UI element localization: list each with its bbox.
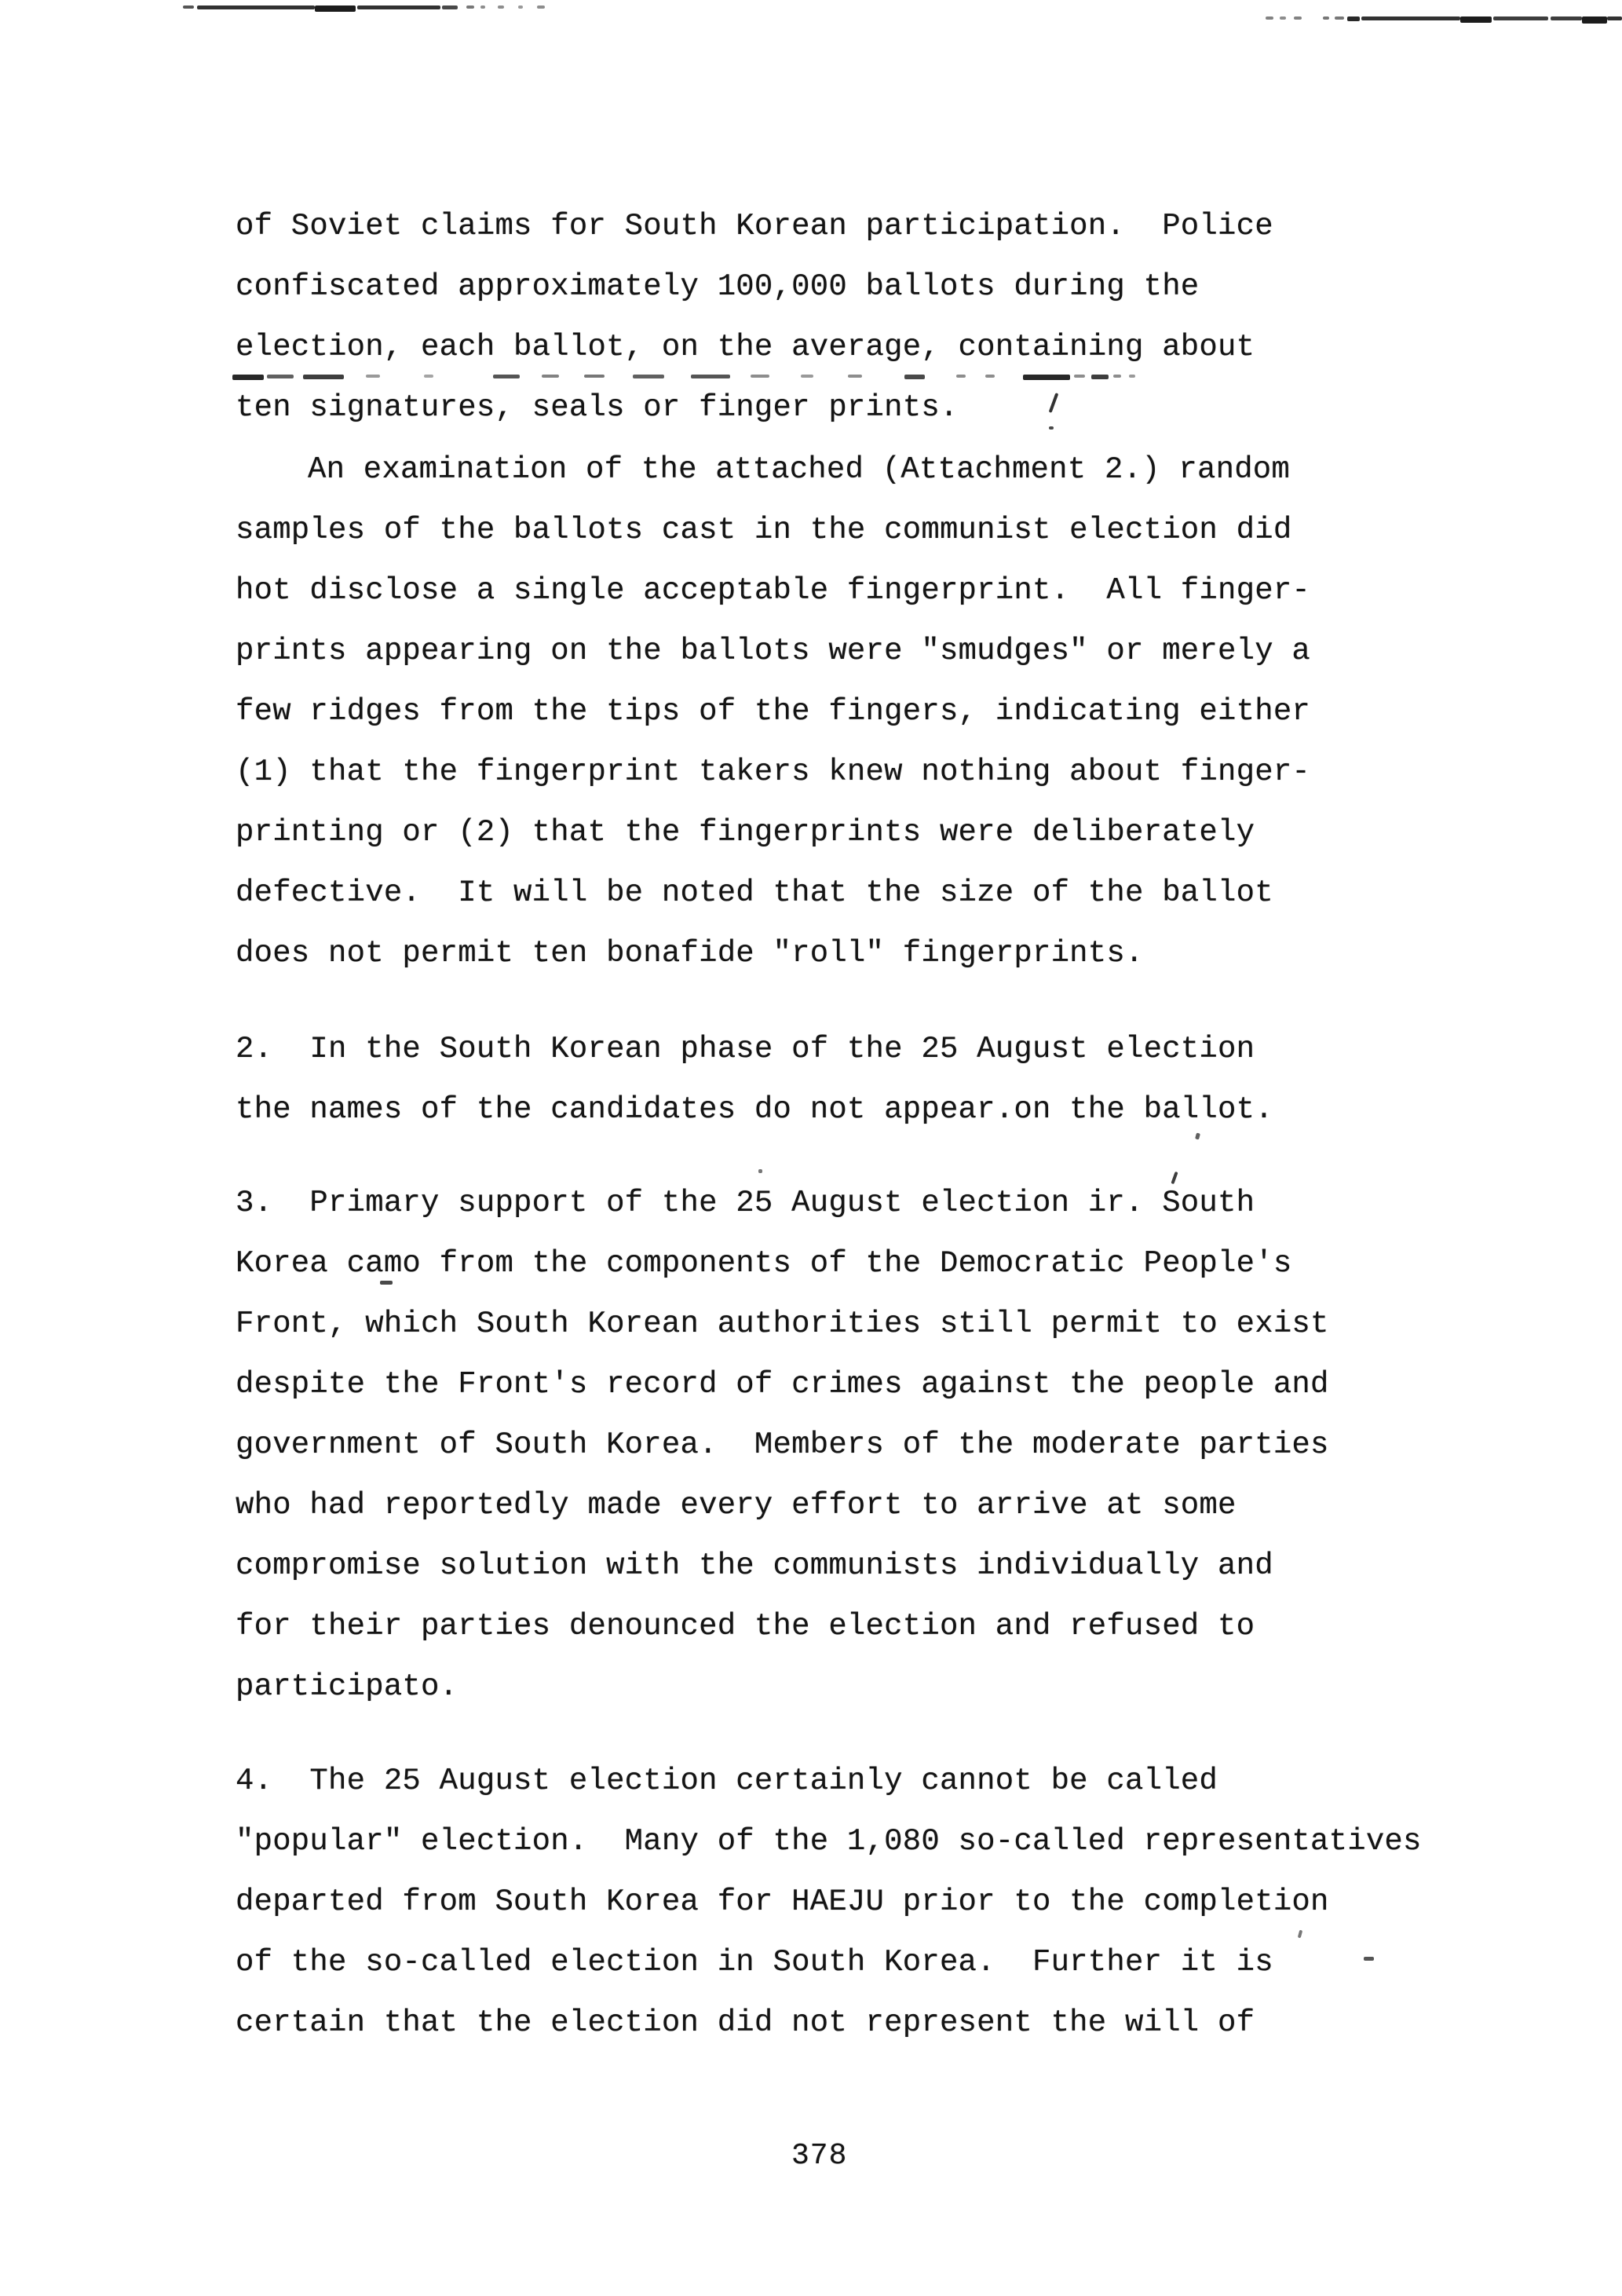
text-line: An examination of the attached (Attachment 2.) random — [308, 452, 1291, 487]
paragraph-5 — [236, 1751, 1507, 2053]
text-line: Korea camo from the components of the Democratic People's — [236, 1246, 1292, 1281]
text-line: who had reportedly made every effort to arrive at some — [236, 1488, 1237, 1523]
text-line: of the so-called election in South Korea. Further it is — [236, 1945, 1273, 1980]
text-line: few ridges from the tips of the fingers, indicating either — [236, 694, 1311, 729]
text-line: government of South Korea. Members of the moderate parties — [236, 1428, 1329, 1462]
text-line: 2. In the South Korean phase of the 25 August election — [236, 1032, 1255, 1066]
text-line: ten signatures, seals or finger prints. — [236, 390, 959, 425]
paragraph-1 — [236, 196, 1507, 438]
text-line: Front, which South Korean authorities still permit to exist — [236, 1307, 1329, 1341]
text-line: 4. The 25 August election certainly cannot be called — [236, 1764, 1218, 1798]
text-line: printing or (2) that the fingerprints were deliberately — [236, 815, 1255, 850]
text-line: participato. — [236, 1669, 458, 1704]
text-line: 3. Primary support of the 25 August election ir. South — [236, 1186, 1255, 1220]
text-line: of Soviet claims for South Korean participation. Police — [236, 209, 1273, 243]
text-line: departed from South Korea for HAEJU prior to the completion — [236, 1885, 1329, 1919]
text-line: confiscated approximately 100,000 ballots during the — [236, 269, 1200, 304]
text-line: does not permit ten bonafide "roll" fingerprints. — [236, 936, 1144, 971]
text-line: the names of the candidates do not appear.on the ballot. — [236, 1092, 1273, 1127]
text-line: election, each ballot, on the average, containing about — [236, 330, 1255, 364]
text-line: (1) that the fingerprint takers knew nothing about finger- — [236, 755, 1311, 789]
text-line: certain that the election did not represent the will of — [236, 2005, 1255, 2040]
text-line: samples of the ballots cast in the communist election did — [236, 513, 1292, 547]
page-number: 378 — [791, 2139, 848, 2173]
text-line: hot disclose a single acceptable fingerprint. All finger- — [236, 573, 1311, 608]
text-line: for their parties denounced the election and refused to — [236, 1609, 1255, 1643]
text-line: despite the Front's record of crimes against the people and — [236, 1367, 1329, 1402]
text-line: prints appearing on the ballots were "smudges" or merely a — [236, 634, 1311, 668]
paragraph-3 — [236, 1019, 1507, 1140]
text-line: defective. It will be noted that the size of the ballot — [236, 876, 1273, 910]
paragraph-2 — [236, 440, 1507, 984]
paragraph-4 — [236, 1173, 1507, 1717]
text-line: compromise solution with the communists individually and — [236, 1548, 1273, 1583]
text-line: "popular" election. Many of the 1,080 so-called representatives — [236, 1824, 1422, 1859]
